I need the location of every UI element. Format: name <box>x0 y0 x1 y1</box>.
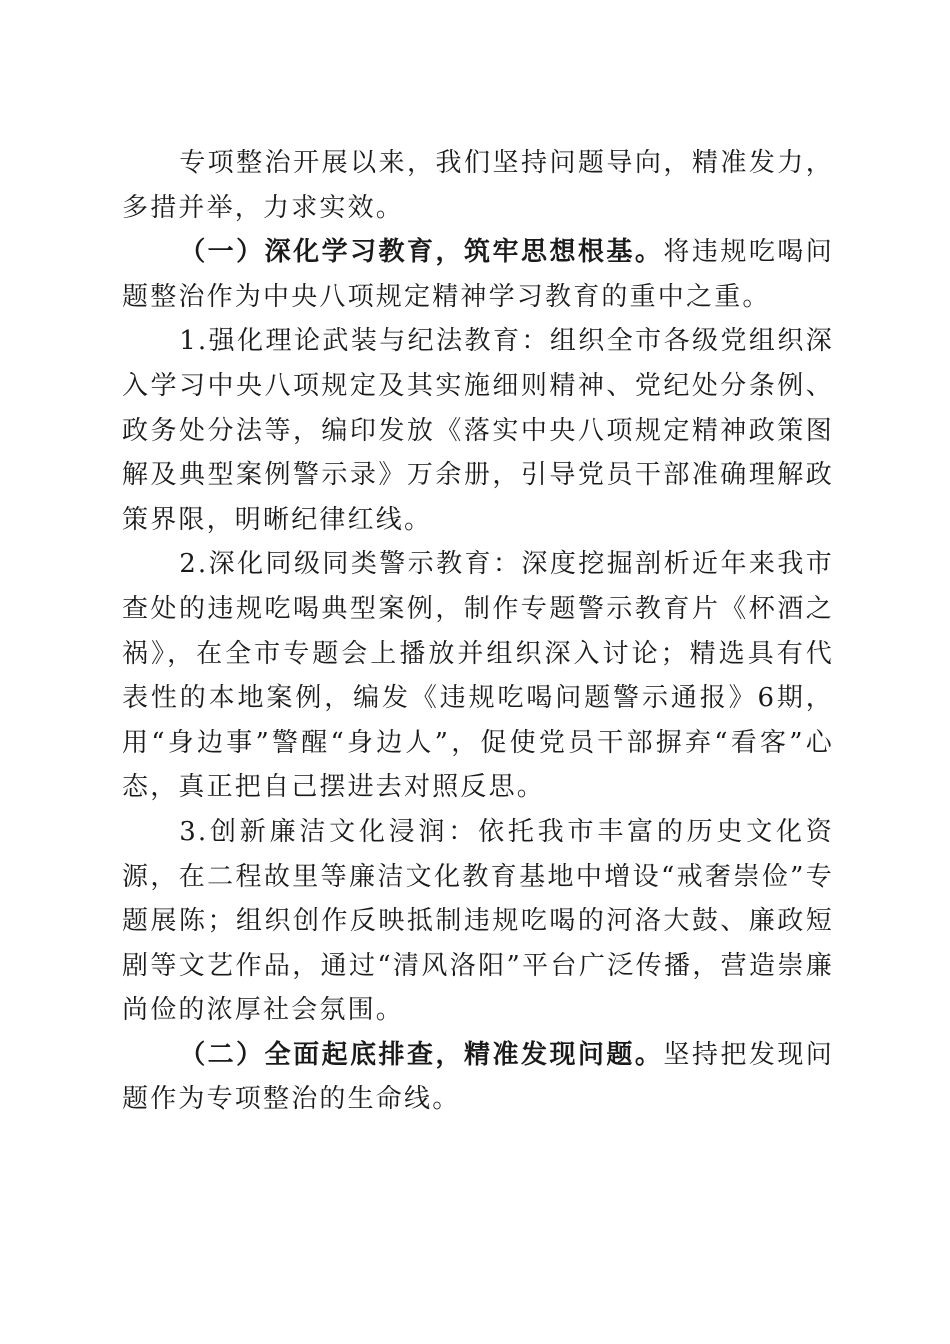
paragraph-text: 坚持把发现问题作为专项整治的生命线。 <box>122 1039 835 1115</box>
paragraph-text: 1.强化理论武装与纪法教育：组织全市各级党组织深入学习中央八项规定及其实施细则精神、党纪处分条例、政务处分法等，编印发放《落实中央八项规定精神政策图解及典型案例警示录》万余册，引导党员干部准确理解政策界限，明晰纪律红线。 <box>122 326 834 535</box>
paragraph-section-2 <box>122 1033 834 1122</box>
paragraph-item-3 <box>122 810 834 1033</box>
paragraph-intro <box>122 141 834 230</box>
section-heading: （二）全面起底排查，精准发现问题。 <box>179 1039 664 1070</box>
document-body <box>122 141 834 1122</box>
paragraph-text: 2.深化同级同类警示教育：深度挖掘剖析近年来我市查处的违规吃喝典型案例，制作专题警示教育片《杯酒之祸》，在全市专题会上播放并组织深入讨论；精选具有代表性的本地案例，编发《违规吃喝问题警示通报》6期，用“身边事”警醒“身边人”，促使党员干部摒弃“看客”心态，真正把自己摆进去对照反思。 <box>122 549 834 803</box>
paragraph-item-2 <box>122 542 834 810</box>
paragraph-text: 3.创新廉洁文化浸润：依托我市丰富的历史文化资源，在二程故里等廉洁文化教育基地中增设“戒奢崇俭”专题展陈；组织创作反映抵制违规吃喝的河洛大鼓、廉政短剧等文艺作品，通过“清风洛阳”平台广泛传播，营造崇廉尚俭的浓厚社会氛围。 <box>122 816 834 1026</box>
paragraph-item-1 <box>122 319 834 542</box>
section-heading: （一）深化学习教育，筑牢思想根基。 <box>179 237 664 268</box>
paragraph-section-1 <box>122 230 834 319</box>
paragraph-text: 专项整治开展以来，我们坚持问题导向，精准发力，多措并举，力求实效。 <box>122 148 834 223</box>
paragraph-text: 将违规吃喝问题整治作为中央八项规定精神学习教育的重中之重。 <box>122 237 835 312</box>
